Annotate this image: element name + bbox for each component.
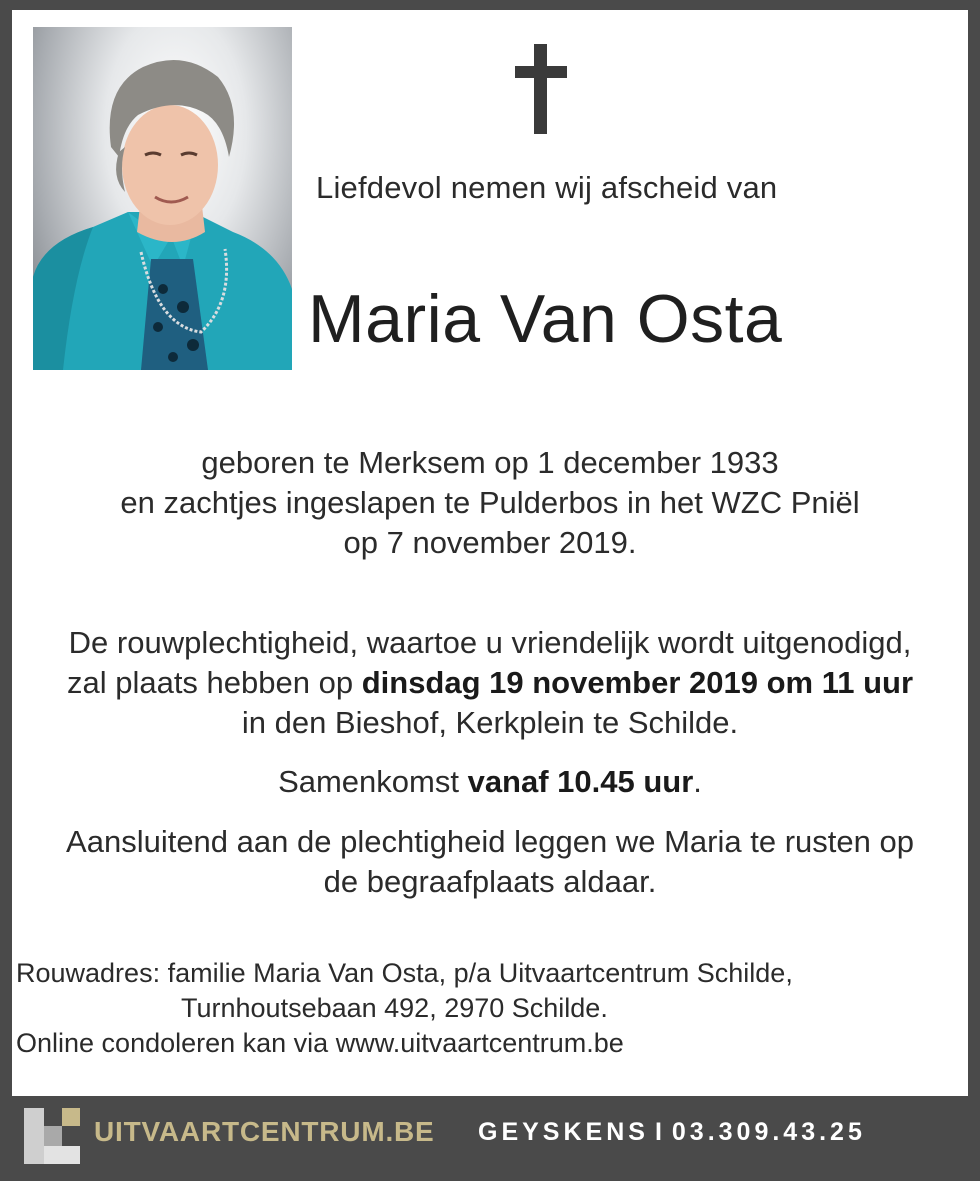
- company-name: GEYSKENS: [478, 1118, 649, 1146]
- ceremony-line-3: in den Bieshof, Kerkplein te Schilde.: [241, 705, 739, 740]
- birth-line-3: op 7 november 2019.: [343, 525, 637, 560]
- logo-icon: [24, 1108, 80, 1164]
- meeting-info: [12, 762, 968, 802]
- cross-icon: [515, 44, 567, 134]
- ceremony-line-2-prefix: zal plaats hebben op: [66, 665, 362, 700]
- ceremony-info: [12, 623, 968, 743]
- ceremony-line-2: [12, 663, 968, 703]
- meeting-prefix: Samenkomst: [278, 764, 468, 799]
- obituary-card: [12, 10, 968, 1096]
- ceremony-line-1: De rouwplechtigheid, waartoe u vriendelijk wordt uitgenodigd,: [68, 625, 912, 660]
- birth-death-info: [12, 443, 968, 563]
- burial-info: [12, 822, 968, 902]
- meeting-suffix: .: [693, 764, 702, 799]
- burial-line-2: de begraafplaats aldaar.: [323, 864, 657, 899]
- phone-number: 03.309.43.25: [671, 1118, 866, 1146]
- intro-text: Liefdevol nemen wij afscheid van: [316, 170, 778, 205]
- birth-line-2: en zachtjes ingeslapen te Pulderbos in het WZC Pniël: [120, 485, 860, 520]
- address-line-2: Turnhoutsebaan 492, 2970 Schilde.: [181, 993, 608, 1023]
- portrait-photo: [33, 27, 292, 370]
- condolence-line: Online condoleren kan via www.uitvaartcentrum.be: [16, 1028, 624, 1058]
- ceremony-date-time: dinsdag 19 november 2019 om 11 uur: [361, 665, 914, 700]
- meeting-time: vanaf 10.45 uur: [467, 764, 694, 799]
- burial-line-1: Aansluitend aan de plechtigheid leggen we Maria te rusten op: [66, 824, 914, 859]
- footer-bar: [0, 1096, 980, 1181]
- brand-name: UITVAARTCENTRUM.BE: [94, 1116, 435, 1147]
- address-line-1: Rouwadres: familie Maria Van Osta, p/a Uitvaartcentrum Schilde,: [16, 958, 793, 988]
- deceased-name: Maria Van Osta: [308, 281, 783, 357]
- separator: I: [654, 1118, 662, 1146]
- portrait-illustration: [33, 27, 292, 370]
- contact-info: [478, 1118, 866, 1147]
- birth-line-1: geboren te Merksem op 1 december 1933: [201, 445, 779, 480]
